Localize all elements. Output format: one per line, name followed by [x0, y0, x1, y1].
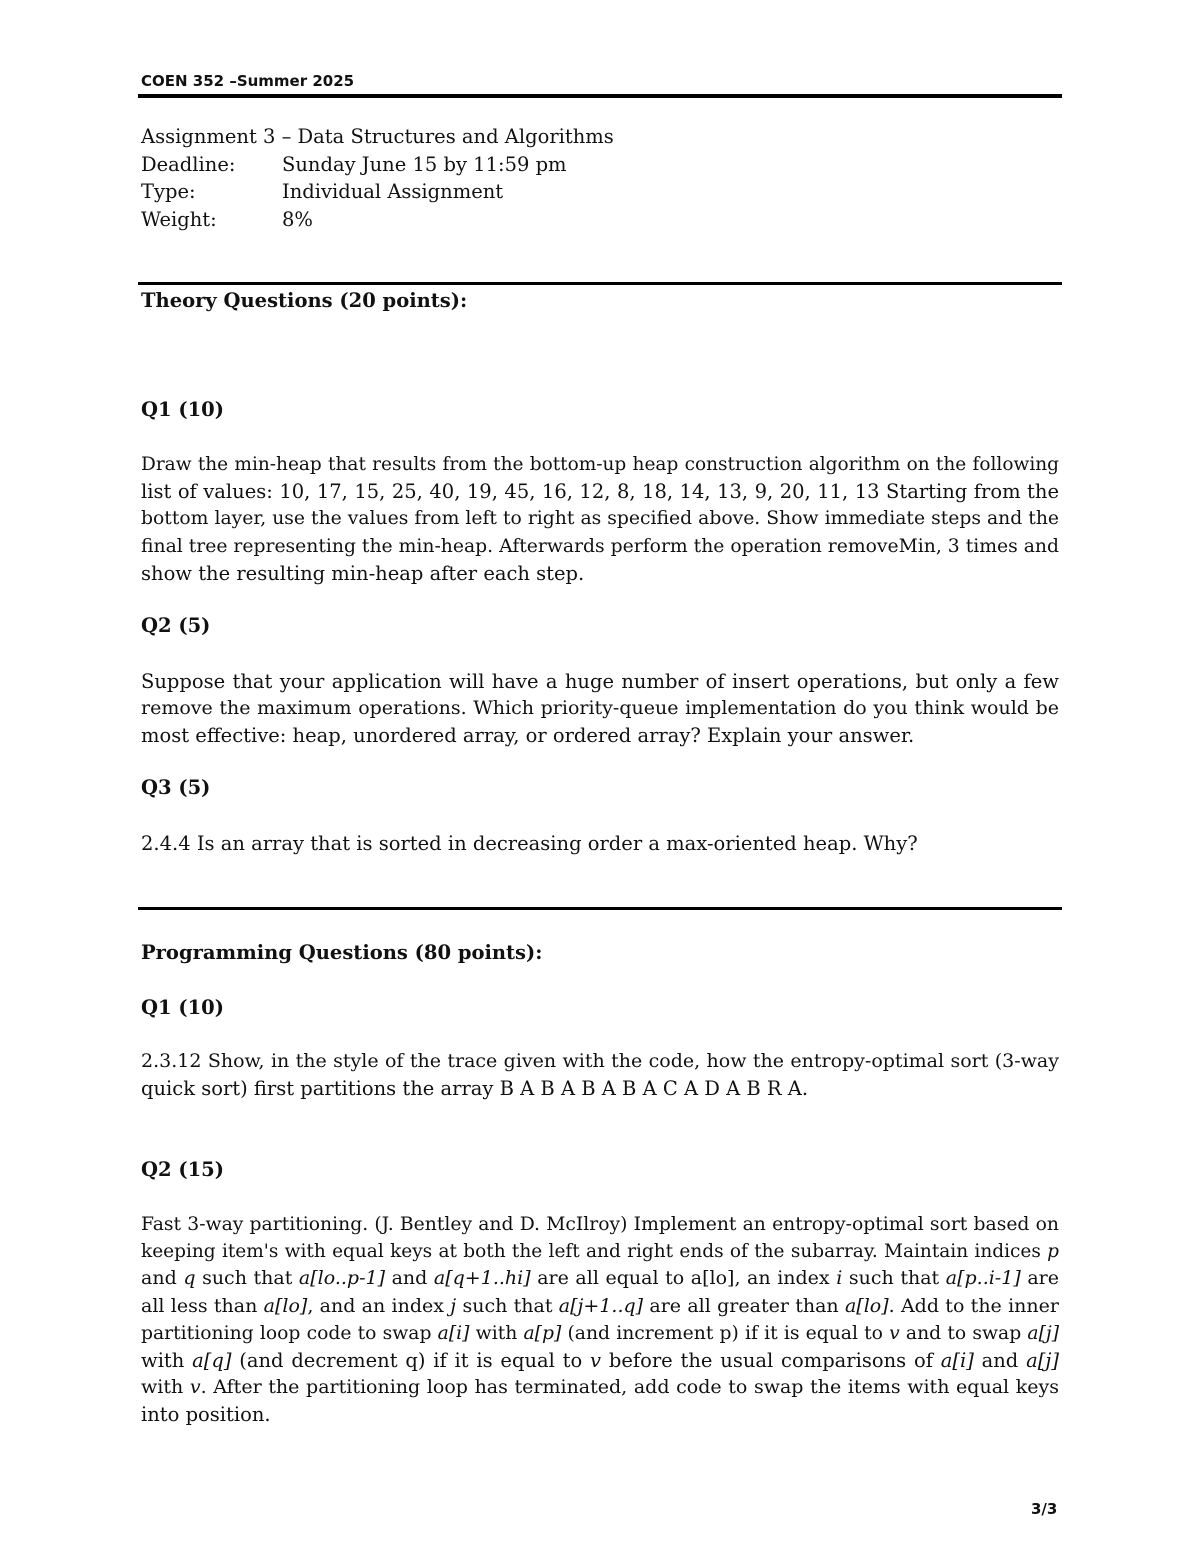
theory-q1-title: Q1 (10): [141, 398, 224, 421]
programming-q2-text: [141, 1211, 1059, 1429]
text-line: and q such that a[lo..p-1] and a[q+1..hi] are all equal to a[lo], an index i such that a[p..i-1] are: [141, 1267, 1059, 1290]
text-line: quick sort) first partitions the array B A B A B A B A C A D A B R A.: [141, 1077, 809, 1101]
theory-q2-title: Q2 (5): [141, 614, 211, 637]
programming-q2-title: Q2 (15): [141, 1158, 224, 1181]
text-line: all less than a[lo], and an index j such that a[j+1..q] are all greater than a[lo]. Add to the inner: [141, 1294, 1059, 1317]
header-rule: [138, 94, 1062, 98]
text-line: with a[q] (and decrement q) if it is equal to v before the usual comparisons of a[i] and a[j]: [141, 1349, 1059, 1373]
assignment-title: Assignment 3 – Data Structures and Algorithms: [141, 125, 614, 148]
programming-q1-title: Q1 (10): [141, 996, 224, 1019]
text-line: bottom layer, use the values from left to right as specified above. Show immediate steps and the: [141, 508, 1059, 530]
text-line: show the resulting min-heap after each step.: [141, 561, 585, 585]
text-line: Draw the min-heap that results from the bottom-up heap construction algorithm on the following: [141, 454, 1059, 475]
theory-q3-text: [141, 830, 1059, 857]
deadline-label: Deadline:: [141, 152, 236, 176]
text-line: list of values: 10, 17, 15, 25, 40, 19, 45, 16, 12, 8, 18, 14, 13, 9, 20, 11, 13 Starting from the: [141, 480, 1059, 504]
programming-q1-text: [141, 1048, 1059, 1102]
text-line: final tree representing the min-heap. Afterwards perform the operation removeMin, 3 times and: [141, 535, 1059, 557]
theory-heading: Theory Questions (20 points):: [141, 289, 468, 312]
text-line: 2.4.4 Is an array that is sorted in decreasing order a max-oriented heap. Why?: [141, 832, 918, 855]
programming-heading: Programming Questions (80 points):: [141, 941, 543, 964]
weight-value: 8%: [282, 207, 313, 231]
course-header: COEN 352 –Summer 2025: [141, 72, 355, 90]
text-line: Suppose that your application will have a huge number of insert operations, but only a few: [141, 670, 1059, 693]
text-line: most effective: heap, unordered array, or ordered array? Explain your answer.: [141, 724, 915, 748]
section-rule: [138, 907, 1062, 910]
text-line: into position.: [141, 1403, 271, 1427]
section-rule: [138, 282, 1062, 285]
type-label: Type:: [141, 180, 196, 203]
text-line: 2.3.12 Show, in the style of the trace given with the code, how the entropy-optimal sort (3-way: [141, 1050, 1059, 1072]
text-line: keeping item's with equal keys at both the left and right ends of the subarray. Maintain indices p: [141, 1241, 1059, 1263]
weight-label: Weight:: [141, 207, 217, 231]
theory-q2-text: [141, 668, 1059, 750]
theory-q3-title: Q3 (5): [141, 776, 211, 799]
text-line: remove the maximum operations. Which priority-queue implementation do you think would be: [141, 697, 1059, 720]
type-value: Individual Assignment: [282, 180, 504, 203]
theory-q1-text: [141, 451, 1059, 587]
page-number: 3/3: [1031, 1500, 1058, 1518]
assignment-meta: [141, 123, 614, 233]
deadline-value: Sunday June 15 by 11:59 pm: [282, 152, 567, 176]
text-line: partitioning loop code to swap a[i] with a[p] (and increment p) if it is equal to v and to swap a[j]: [141, 1322, 1060, 1344]
text-line: Fast 3-way partitioning. (J. Bentley and D. McIlroy) Implement an entropy-optimal sort based on: [141, 1214, 1059, 1235]
text-line: with v. After the partitioning loop has terminated, add code to swap the items with equal keys: [141, 1376, 1059, 1399]
